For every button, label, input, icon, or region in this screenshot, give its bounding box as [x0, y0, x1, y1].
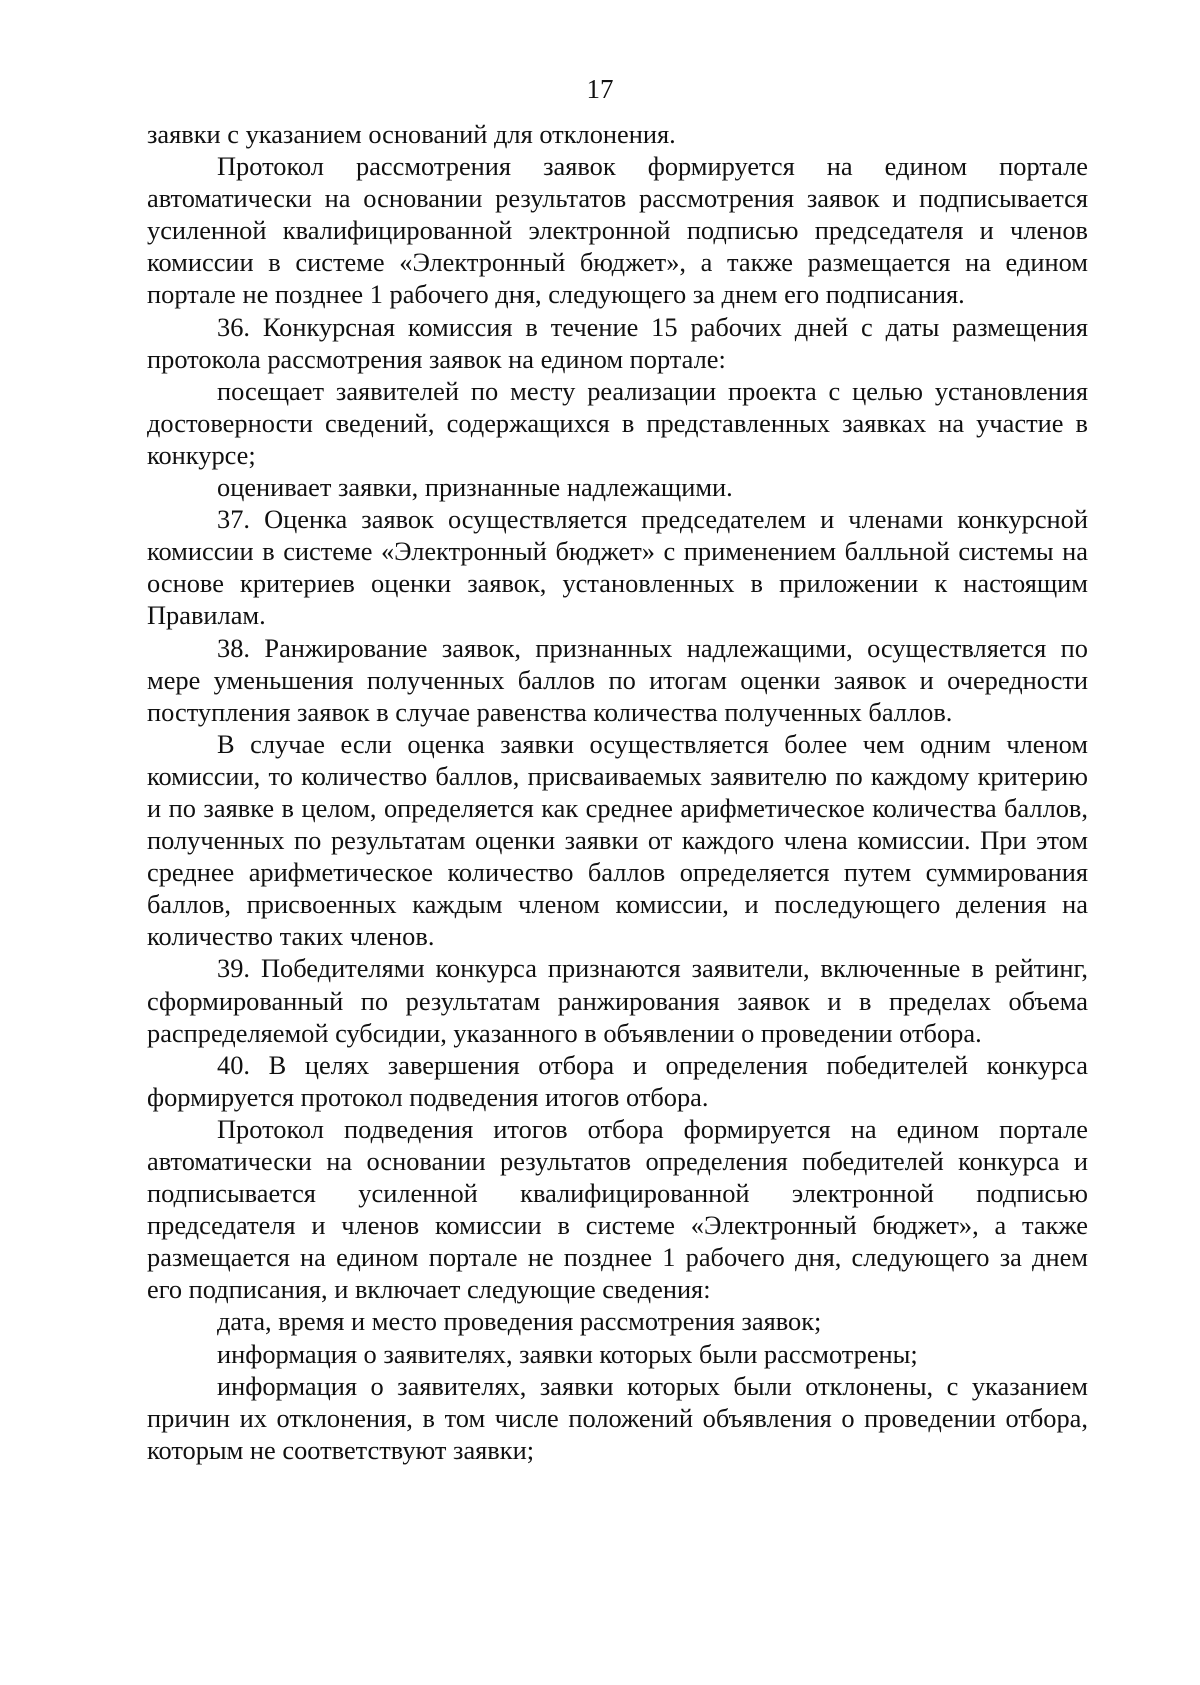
paragraph-results-protocol: Протокол подведения итогов отбора формируется на едином портале автоматически на основании результатов определения победителей конкурса и подписывается усиленной квалифицированной электронной подписью председателя и членов комиссии в системе «Электронный бюджет», а также размещается на едином портале не позднее 1 рабочего дня, следующего за днем его подписания, и включает следующие сведения: — [147, 1113, 1088, 1305]
paragraph-list-date: дата, время и место проведения рассмотрения заявок; — [217, 1306, 822, 1337]
paragraph-list-rejected: информация о заявителях, заявки которых были отклонены, с указанием причин их отклонения, в том числе положений объявления о проведении отбора, которым не соответствуют заявки; — [147, 1370, 1088, 1465]
paragraph-continuation: заявки с указанием оснований для отклонения. — [147, 119, 676, 149]
paragraph-item-39: 39. Победителями конкурса признаются заявители, включенные в рейтинг, сформированный по результатам ранжирования заявок и в пределах объема распределяемой субсидии, указанного в объявлении о проведении отбора. — [147, 953, 1088, 1048]
paragraph-average-score: В случае если оценка заявки осуществляется более чем одним членом комиссии, то количество баллов, присваиваемых заявителю по каждому критерию и по заявке в целом, определяется как среднее арифметическое количества баллов, полученных по результатам оценки заявки от каждого члена комиссии. При этом среднее арифметическое количество баллов определяется путем суммирования баллов, присвоенных каждым членом комиссии, и последующего деления на количество таких членов. — [147, 728, 1088, 952]
paragraph-item-36-visit: посещает заявителей по месту реализации проекта с целью установления достоверности сведений, содержащихся в представленных заявках на участие в конкурсе; — [147, 375, 1088, 470]
document-body — [147, 118, 1088, 1466]
page-number: 17 — [586, 74, 614, 104]
paragraph-item-36-evaluate: оценивает заявки, признанные надлежащими. — [217, 472, 733, 503]
paragraph-item-40: 40. В целях завершения отбора и определения победителей конкурса формируется протокол подведения итогов отбора. — [147, 1049, 1088, 1112]
paragraph-item-38: 38. Ранжирование заявок, признанных надлежащими, осуществляется по мере уменьшения полученных баллов по итогам оценки заявок и очередности поступления заявок в случае равенства количества полученных баллов. — [147, 632, 1088, 727]
paragraph-item-36: 36. Конкурсная комиссия в течение 15 рабочих дней с даты размещения протокола рассмотрения заявок на едином портале: — [147, 311, 1088, 374]
paragraph-list-reviewed: информация о заявителях, заявки которых были рассмотрены; — [217, 1338, 918, 1369]
paragraph-item-37: 37. Оценка заявок осуществляется председателем и членами конкурсной комиссии в системе «Электронный бюджет» с применением балльной системы на основе критериев оценки заявок, установленных в приложении к настоящим Правилам. — [147, 504, 1088, 631]
paragraph-review-protocol: Протокол рассмотрения заявок формируется на едином портале автоматически на основании результатов рассмотрения заявок и подписывается усиленной квалифицированной электронной подписью председателя и членов комиссии в системе «Электронный бюджет», а также размещается на едином портале не позднее 1 рабочего дня, следующего за днем его подписания. — [147, 151, 1088, 310]
